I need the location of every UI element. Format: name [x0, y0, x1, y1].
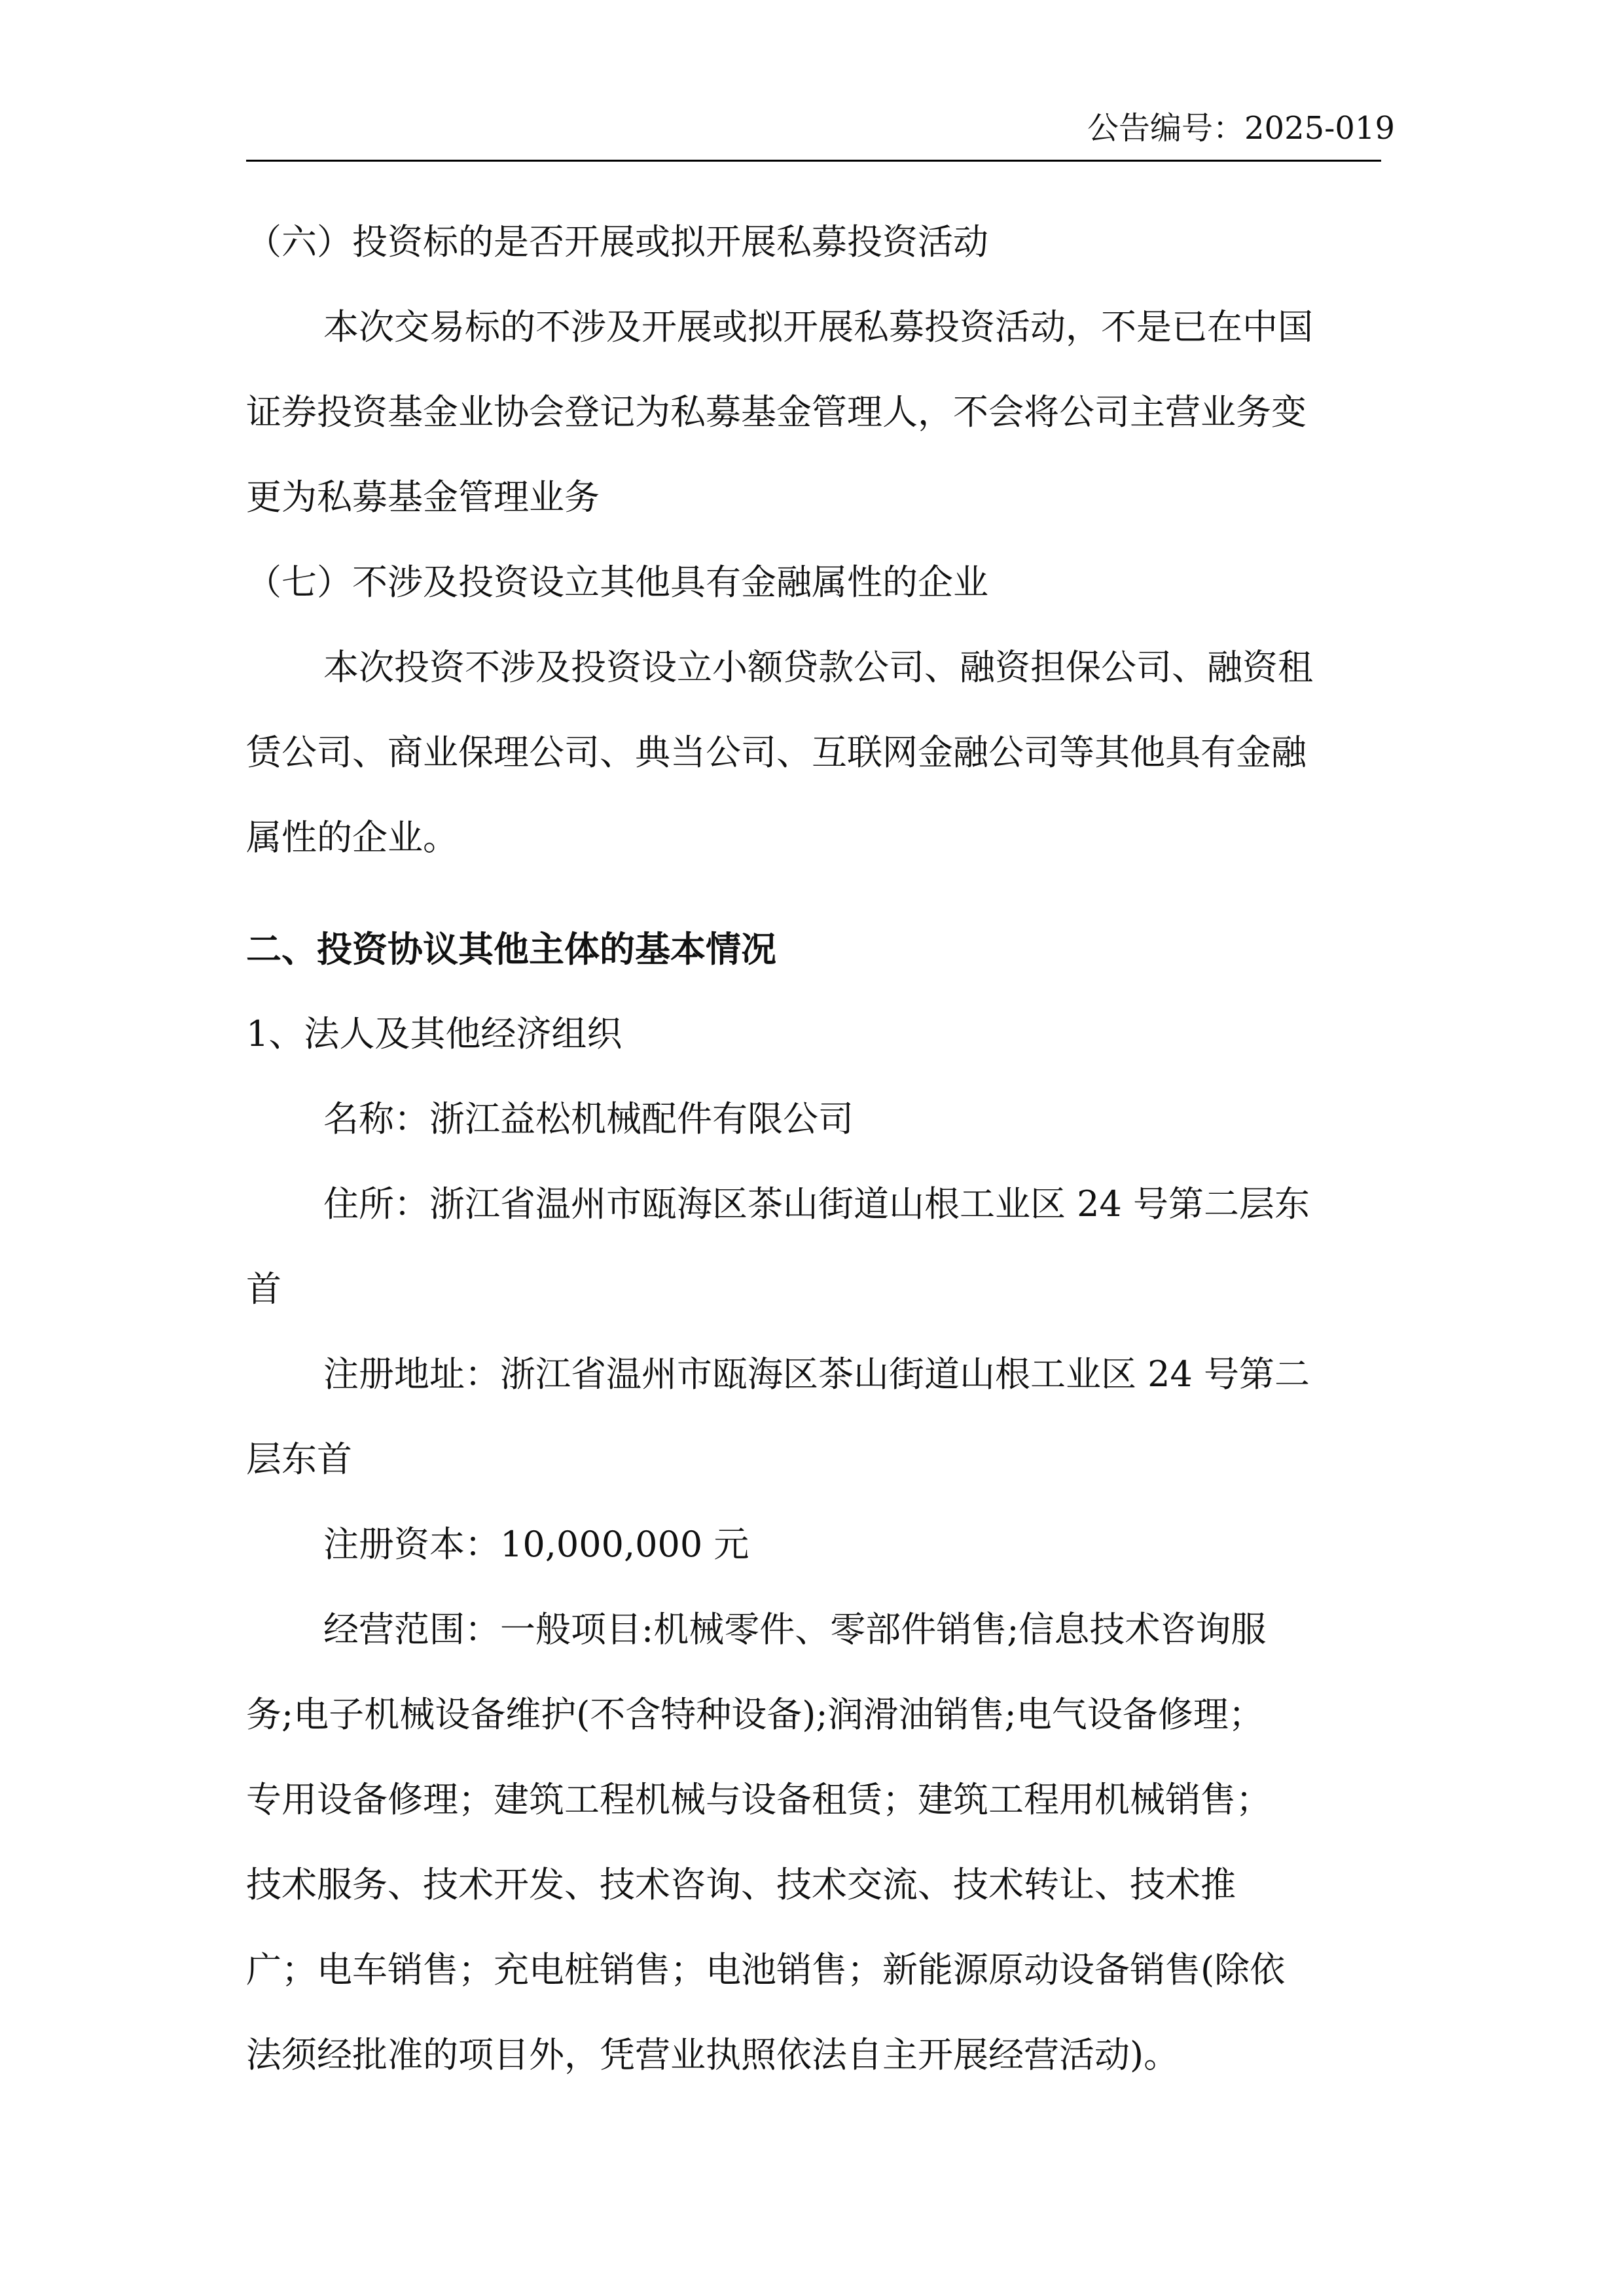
business-scope-line: 广；电车销售；充电桩销售；电池销售；新能源原动设备销售(除依 — [246, 1949, 1286, 1990]
registered-capital: 注册资本：10,000,000 元 — [323, 1524, 749, 1565]
document-body — [246, 209, 1381, 2108]
business-scope-line: 技术服务、技术开发、技术咨询、技术交流、技术转让、技术推 — [246, 1864, 1236, 1905]
part-2-heading: 二、投资协议其他主体的基本情况 — [246, 928, 776, 970]
section-7-paragraph-line: 本次投资不涉及投资设立小额贷款公司、融资担保公司、融资租 — [323, 647, 1313, 688]
subsection-1-title: 1、法人及其他经济组织 — [246, 1013, 623, 1054]
registered-address-line: 注册地址：浙江省温州市瓯海区茶山街道山根工业区 24 号第二 — [323, 1354, 1310, 1395]
section-7-paragraph-line: 赁公司、商业保理公司、典当公司、互联网金融公司等其他具有金融 — [246, 732, 1307, 773]
residence-line: 住所：浙江省温州市瓯海区茶山街道山根工业区 24 号第二层东 — [323, 1183, 1310, 1225]
spacer — [246, 890, 1381, 916]
business-scope-line: 法须经批准的项目外，凭营业执照依法自主开展经营活动)。 — [246, 2034, 1180, 2075]
registered-address-line: 层东首 — [246, 1439, 352, 1480]
section-6-paragraph-line: 证券投资基金业协会登记为私募基金管理人，不会将公司主营业务变 — [246, 391, 1307, 433]
section-6-paragraph-line: 更为私募基金管理业务 — [246, 476, 600, 518]
business-scope-line: 经营范围：一般项目:机械零件、零部件销售;信息技术咨询服 — [323, 1609, 1267, 1650]
company-name: 名称：浙江益松机械配件有限公司 — [323, 1098, 854, 1139]
section-7-title: （七）不涉及投资设立其他具有金融属性的企业 — [246, 562, 988, 603]
section-7-paragraph-line: 属性的企业。 — [246, 817, 458, 858]
header-divider — [246, 160, 1381, 162]
business-scope-line: 专用设备修理；建筑工程机械与设备租赁；建筑工程用机械销售； — [246, 1779, 1271, 1820]
business-scope-line: 务;电子机械设备维护(不含特种设备);润滑油销售;电气设备修理； — [246, 1694, 1264, 1735]
section-6-paragraph-line: 本次交易标的不涉及开展或拟开展私募投资活动，不是已在中国 — [323, 306, 1313, 348]
section-6-title: （六）投资标的是否开展或拟开展私募投资活动 — [246, 221, 988, 262]
residence-line: 首 — [246, 1268, 281, 1310]
announcement-number: 公告编号：2025-019 — [1087, 110, 1395, 147]
